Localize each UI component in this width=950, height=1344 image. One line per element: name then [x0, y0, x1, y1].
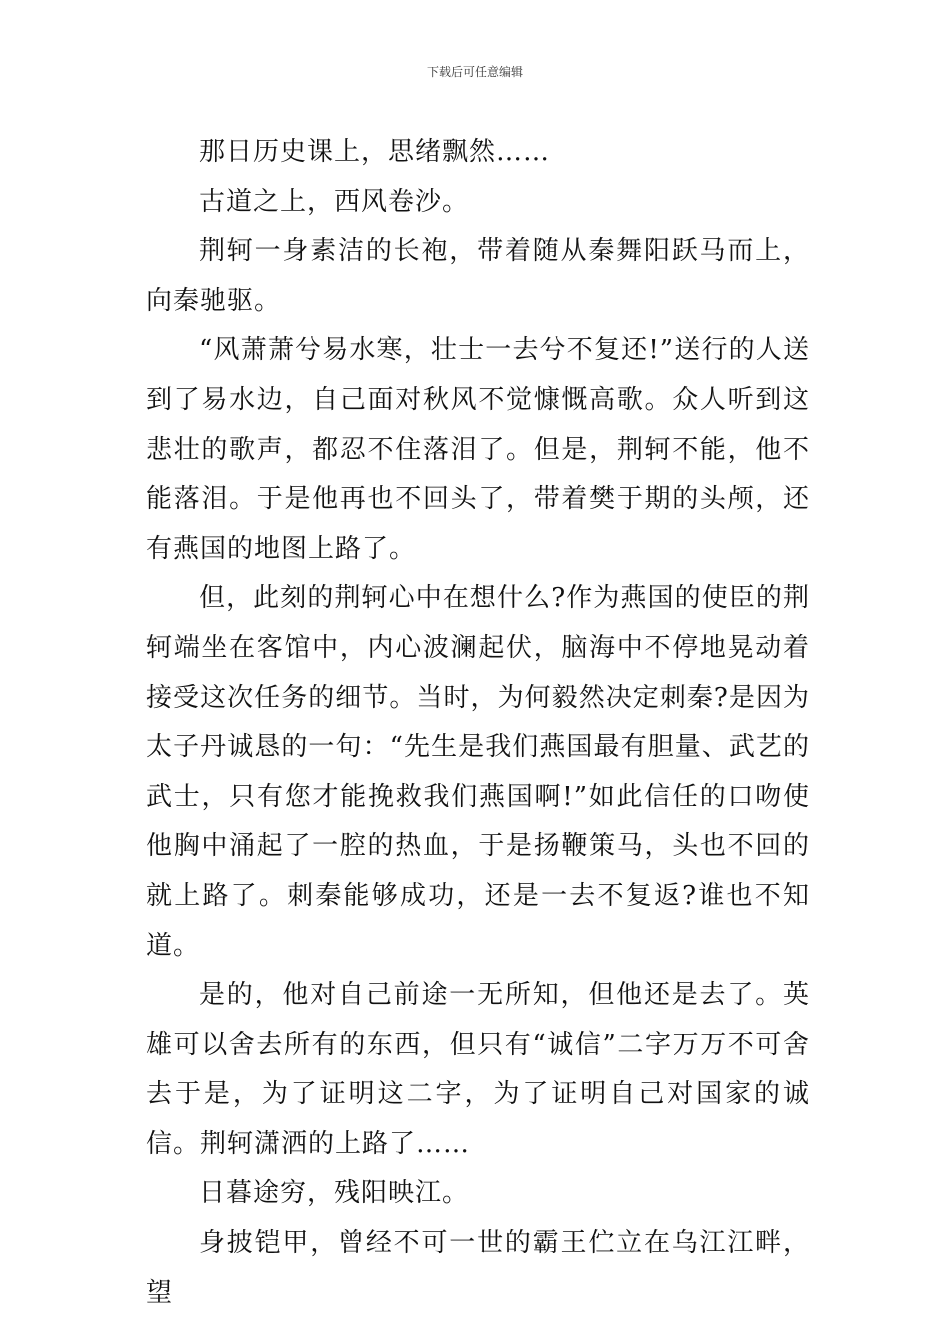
paragraph: 日暮途穷，残阳映江。	[199, 1178, 470, 1209]
paragraph: “风萧萧兮易水寒，壮士一去兮不复还!”送行的人送到了易水边，自己面对秋风不觉慷慨高歌。众人听到这悲壮的歌声，都忍不住落泪了。但是，荆轲不能，他不能落泪。于是他再也不回头了，带着樊于期的头颅，还有燕国的地图上路了。	[146, 335, 810, 564]
paragraph: 荆轲一身素洁的长袍，带着随从秦舞阳跃马而上，向秦驰驱。	[146, 236, 810, 316]
paragraph: 但，此刻的荆轲心中在想什么?作为燕国的使臣的荆轲端坐在客馆中，内心波澜起伏，脑海中不停地晃动着接受这次任务的细节。当时，为何毅然决定刺秦?是因为太子丹诚恳的一句：“先生是我们燕国最有胆量、武艺的武士，只有您才能挽救我们燕国啊!”如此信任的口吻使他胸中涌起了一腔的热血，于是扬鞭策马，头也不回的就上路了。刺秦能够成功，还是一去不复返?谁也不知道。	[146, 583, 810, 961]
paragraph: 是的，他对自己前途一无所知，但他还是去了。英雄可以舍去所有的东西，但只有“诚信”二字万万不可舍去于是，为了证明这二字，为了证明自己对国家的诚信。荆轲潇洒的上路了……	[146, 980, 810, 1159]
paragraph: 古道之上，西风卷沙。	[199, 186, 470, 217]
document-body	[146, 128, 810, 1318]
paragraph: 那日历史课上，思绪飘然……	[199, 137, 551, 167]
page-header: 下载后可任意编辑	[426, 65, 523, 79]
paragraph: 身披铠甲，曾经不可一世的霸王伫立在乌江江畔，望	[146, 1228, 810, 1308]
